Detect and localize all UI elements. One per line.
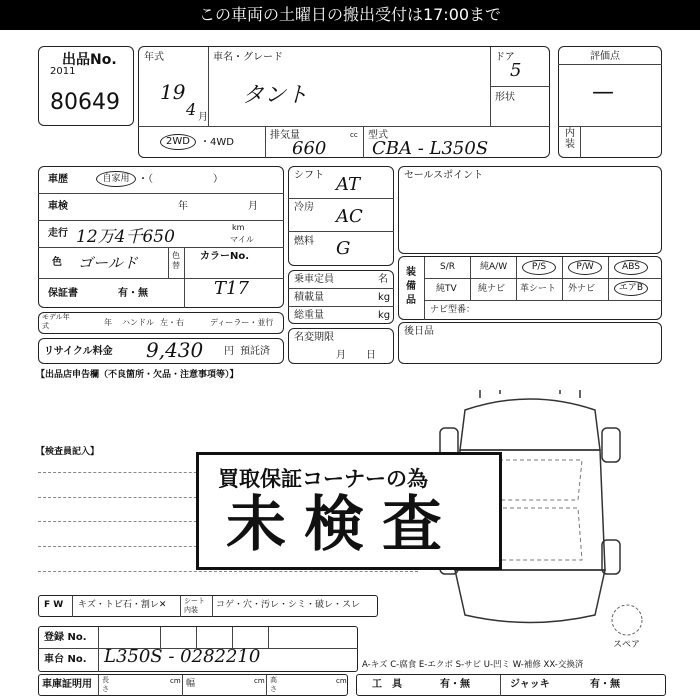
car-name-label: 車名・グレード [213,52,283,63]
equip-navi: 純ナビ [478,284,506,294]
name-change-label: 名変期限 [294,332,334,343]
warranty-label: 保証書 [48,288,78,299]
shaken-label: 車検 [48,201,68,212]
width-cm: cm [254,677,265,685]
equip-ext-navi: 外ナビ [568,284,596,294]
model-year-label: モデル年式 [42,313,70,330]
shape-label: 形状 [495,92,515,103]
handle-label: ハンドル [122,318,154,327]
model-year-unit: 年 [104,318,112,327]
seat-label: シート内装 [184,597,205,614]
shaken-month-unit: 月 [248,201,258,212]
length-cm: cm [170,677,181,685]
jack-options: 有・無 [590,679,620,690]
capacity-label: 乗車定員 [294,274,334,285]
damage-legend: A-キズ C-腐食 E-エクボ S-サビ U-凹ミ W-補修 XX-交換済 [362,660,584,670]
fw-label: F W [44,600,64,610]
cert-label: 車庫証明用 [42,679,92,690]
shift-label: シフト [294,170,324,181]
lot-number: 80649 [50,90,120,115]
color-no-value: T17 [214,278,249,299]
cc-unit: cc [350,131,358,139]
stamp-line1: 買取保証コーナーの為 [218,467,428,491]
height-cm: cm [336,677,347,685]
equip-sr: S/R [440,262,455,272]
inspector-label: 【検査員記入】 [36,447,100,457]
spare-tire-icon [610,603,644,637]
car-name-value: タント [242,83,309,108]
equip-tv: 純TV [436,284,457,294]
equip-leather: 革シート [520,284,557,294]
fuel-value: G [336,238,351,259]
model-value: CBA - L350S [372,138,489,159]
recycle-unit: 円 [224,346,234,357]
lot-label: 出品No. [62,52,117,68]
attachments-box [398,322,662,364]
aircon-value: AC [336,206,363,227]
sales-point-label: セールスポイント [404,170,484,181]
equip-abs: ABS [614,260,648,275]
aircon-label: 冷房 [294,202,314,213]
capacity-unit: 名 [378,274,388,285]
mileage-value: 12万4千650 [76,227,175,247]
tools-options: 有・無 [440,679,470,690]
height-label: 高さ [270,676,277,693]
fw-options: キズ・トビ石・割レ✕ [78,600,167,610]
equip-aw: 純A/W [480,262,508,272]
door-label: ドア [495,52,515,63]
color-value: ゴールド [78,254,138,272]
spare-label: スペア [613,640,641,650]
month-unit: 月 [198,112,208,123]
equip-airbag: エアB [614,281,648,296]
recycle-note: 預託済 [240,346,270,357]
stamp-line2: 未検査 [226,490,460,560]
history-value: 自家用 [96,171,136,187]
interior-label: 内装 [565,128,575,150]
jack-label: ジャッキ [510,679,550,690]
mileage-label: 走行 [48,228,68,239]
warranty-options: 有・無 [118,288,148,299]
fuel-label: 燃料 [294,236,314,247]
grade-value: — [592,80,614,105]
reg-label: 登録 No. [44,632,87,643]
chassis-value: L350S - 0282210 [104,646,261,667]
recycle-label: リサイクル料金 [44,346,113,357]
width-label: 幅 [186,679,196,689]
color-change-label: 色替 [172,251,180,270]
equip-ps: P/S [522,260,556,275]
load-unit: kg [378,292,391,303]
displacement-label: 排気量 [270,130,300,141]
shaken-year-unit: 年 [178,201,188,212]
banner-notice: この車両の土曜日の搬出受付は17:00まで [0,0,700,30]
shift-value: AT [336,174,361,195]
mileage-unit: km [232,223,245,232]
displacement-value: 660 [292,138,327,159]
tools-label: 工 具 [372,679,402,690]
dealer-label: ディーラー・並行 [210,318,274,327]
year-value: 19 [160,80,186,104]
mileage-unit2: マイル [230,235,254,244]
equipment-label: 装備品 [406,267,416,306]
nenshiki-label: 年式 [144,52,164,63]
handle-options: 左・右 [160,318,184,327]
load-label: 積載量 [294,292,324,303]
name-change-unit: 月 日 [336,350,376,361]
attachments-label: 後日品 [404,326,434,337]
grade-label: 評価点 [590,51,620,62]
door-value: 5 [510,60,522,81]
color-no-label: カラーNo. [200,251,250,262]
equip-pw: P/W [568,260,602,275]
chassis-label: 車台 No. [44,654,87,665]
model-label: 型式 [368,130,388,141]
gross-unit: kg [378,310,391,321]
lot-year-tag: 2011 [50,66,76,77]
recycle-value: 9,430 [146,338,204,362]
history-suffix: ・（ ） [138,174,223,185]
month-value: 4 [186,100,197,119]
notes-label: 【出品店申告欄（不良箇所・欠品・注意事項等）】 [36,370,239,380]
length-label: 長さ [102,676,109,693]
drive-4wd: ・4WD [200,137,234,148]
gross-label: 総重量 [294,310,324,321]
history-label: 車歴 [48,174,68,185]
color-label: 色 [52,257,62,268]
navi-model-label: ナビ型番： [430,305,476,315]
seat-options: コゲ・穴・汚レ・シミ・破レ・スレ [216,600,361,610]
drive-2wd: 2WD [160,134,196,150]
